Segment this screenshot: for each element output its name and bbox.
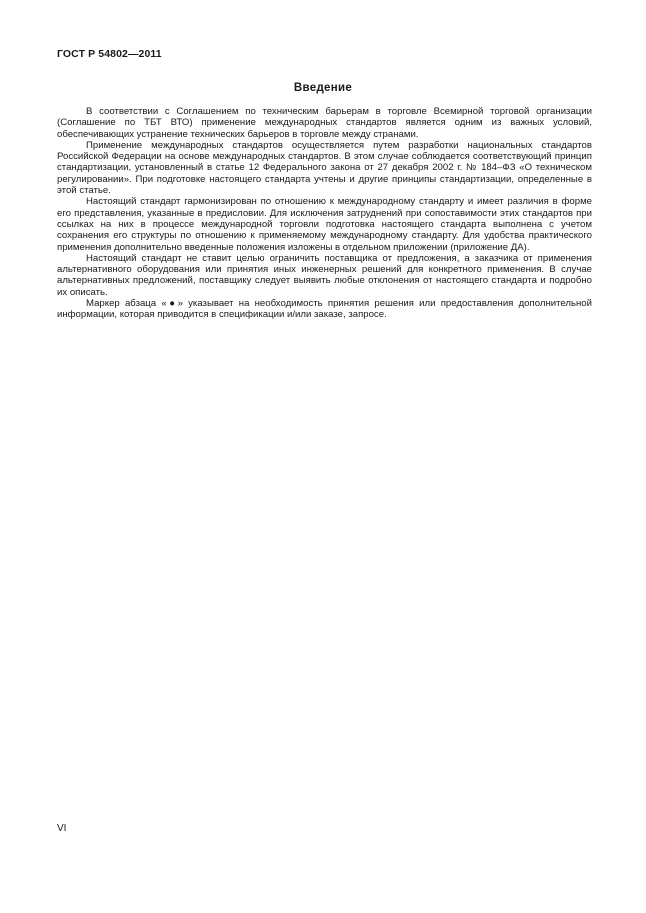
body-text	[57, 106, 592, 321]
document-code: ГОСТ Р 54802—2011	[57, 48, 162, 60]
paragraph-marker: Маркер абзаца «●» указывает на необходимость принятия решения или предоставления дополнительной информации, которая приводится в спецификации и/или заказе, запросе.	[57, 298, 592, 321]
page-number: VI	[57, 823, 67, 834]
paragraph-alternatives: Настоящий стандарт не ставит целью ограничить поставщика от предложения, а заказчика от применения альтернативного оборудования или принятия иных инженерных решений для конкретного применения. В случае альтернативных предложений, поставщику следует выявить любые отклонения от настоящего стандарта и подробно их описать.	[57, 252, 592, 298]
paragraph-national-standards: Применение международных стандартов осуществляется путем разработки национальных стандартов Российской Федерации на основе международных стандартов. В этом случае соблюдается соответствующий принцип стандартизации, установленный в статье 12 Федерального закона от 27 декабря 2002 г. № 184–ФЗ «О техническом регулировании». При подготовке настоящего стандарта учтены и другие принципы стандартизации, определенные в этой статье.	[57, 139, 592, 197]
paragraph-wto-agreement: В соответствии с Соглашением по техническим барьерам в торговле Всемирной торговой организации (Соглашение по ТБТ ВТО) применение международных стандартов является одним из важных условий, обеспечивающих устранение технических барьеров в торговле между странами.	[57, 106, 592, 140]
section-title: Введение	[293, 82, 353, 94]
paragraph-harmonization: Настоящий стандарт гармонизирован по отношению к международному стандарту и имеет различия в форме его представления, указанные в предисловии. Для исключения затруднений при сопоставимости этих стандартов при ссылках на них в процессе международной торговли подготовка настоящего стандарта выполнена с учетом сохранения его структуры по отношению к применяемому международному стандарту. Для удобства практического применения дополнительно введенные положения изложены в отдельном приложении (приложение ДА).	[57, 196, 592, 253]
